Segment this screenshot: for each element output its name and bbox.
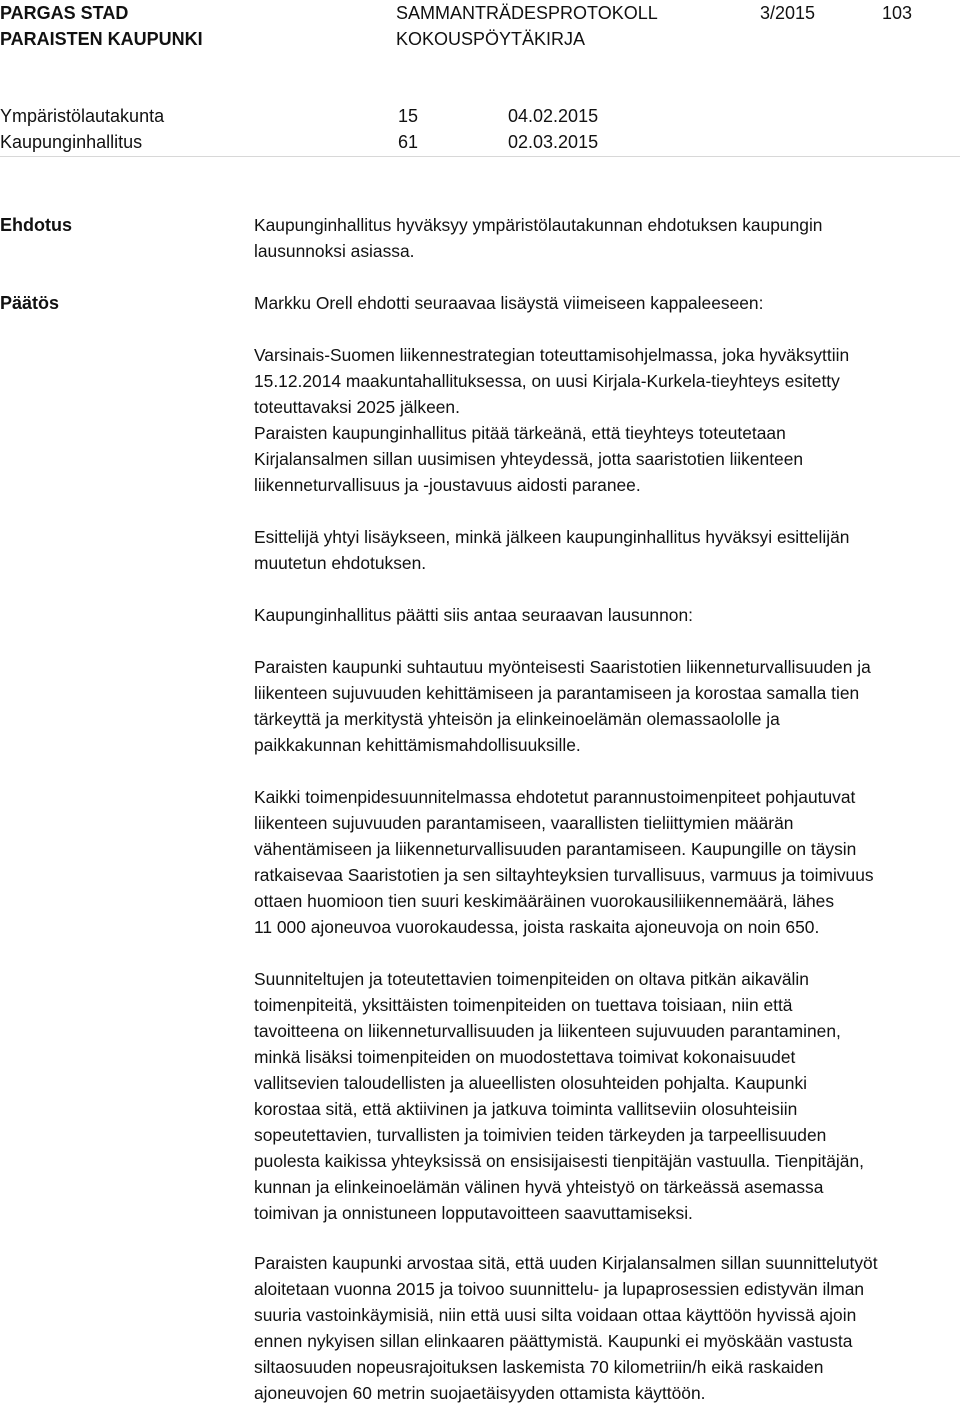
text-line: ratkaisevaa Saaristotien ja sen siltayhteyksien turvallisuus, varmuus ja toimivuus (254, 865, 874, 885)
text-line: toimenpiteitä, yksittäisten toimenpiteiden on tuettava toisiaan, niin että (254, 995, 793, 1015)
text-line: toteuttavaksi 2025 jälkeen. (254, 397, 460, 417)
text-line: Paraisten kaupunki suhtautuu myönteisesti Saaristotien liikenneturvallisuuden ja (254, 657, 871, 677)
page-number: 103 (882, 3, 913, 23)
meta-body-2: Kaupunginhallitus (0, 132, 143, 152)
text-line: Suunniteltujen ja toteutettavien toimenpiteiden on oltava pitkän aikavälin (254, 969, 809, 989)
text-line: ajoneuvojen 60 metrin suojaetäisyyden ottamista käyttöön. (254, 1383, 706, 1403)
protocol-issue: 3/2015 (760, 3, 816, 23)
doc-type-finnish: KOKOUSPÖYTÄKIRJA (396, 29, 586, 49)
paragraph-proposal (254, 212, 960, 264)
label-decision: Päätös (0, 293, 60, 313)
text-line: Kaikki toimenpidesuunnitelmassa ehdotetut parannustoimenpiteet pohjautuvat (254, 787, 856, 807)
text-line: puolesta kaikissa yhteyksissä on ensisijaisesti tienpitäjän vastuulla. Tienpitäjän, (254, 1151, 864, 1171)
text-line: liikenteen sujuvuuden parantamiseen, vaarallisten tieliittymien määrän (254, 813, 794, 833)
text-line: ottaen huomioon tien suuri keskimääräinen vuorokausiliikennemäärä, lähes (254, 891, 835, 911)
text-line: korostaa sitä, että aktiivinen ja jatkuva toiminta vallitseviin olosuhteisiin (254, 1099, 798, 1119)
text-line: minkä lisäksi toimenpiteiden on muodostettava toimivat kokonaisuudet (254, 1047, 796, 1067)
text-line: Markku Orell ehdotti seuraavaa lisäystä viimeiseen kappaleeseen: (254, 293, 764, 313)
org-name-finnish: PARAISTEN KAUPUNKI (0, 29, 203, 49)
meta-body-1: Ympäristölautakunta (0, 106, 165, 126)
text-line: tärkeyttä ja merkitystä yhteisön ja elinkeinoelämän olemassaololle ja (254, 709, 780, 729)
paragraph-statement-3 (254, 966, 960, 1226)
text-line: vallitsevien taloudellisten ja alueellisten olosuhteiden pohjalta. Kaupunki (254, 1073, 808, 1093)
text-line: 15.12.2014 maakuntahallituksessa, on uusi Kirjala-Kurkela-tieyhteys esitetty (254, 371, 840, 391)
header-divider (0, 156, 960, 157)
text-line: Kaupunginhallitus hyväksyy ympäristölautakunnan ehdotuksen kaupungin (254, 215, 823, 235)
meta-date-1: 04.02.2015 (508, 106, 599, 126)
paragraph-statement-4 (254, 1250, 960, 1406)
text-line: Esittelijä yhtyi lisäykseen, minkä jälkeen kaupunginhallitus hyväksyi esittelijän (254, 527, 850, 547)
text-line: tavoitteena on liikenneturvallisuuden ja liikenteen sujuvuuden parantaminen, (254, 1021, 841, 1041)
paragraph-orell-proposal (254, 290, 960, 316)
paragraph-statement-1 (254, 654, 960, 758)
meta-section-2: 61 (398, 132, 419, 152)
text-line: Paraisten kaupunki arvostaa sitä, että uuden Kirjalansalmen sillan suunnittelutyöt (254, 1253, 878, 1273)
text-line: liikenteen sujuvuuden kehittämiseen ja parantamiseen ja korostaa samalla tien (254, 683, 860, 703)
text-line: siltaosuuden nopeusrajoituksen laskemista 70 kilometriin/h eikä raskaiden (254, 1357, 824, 1377)
text-line: 11 000 ajoneuvoa vuorokaudessa, joista raskaita ajoneuvoja on noin 650. (254, 917, 820, 937)
text-line: lausunnoksi asiassa. (254, 241, 415, 261)
doc-type-swedish: SAMMANTRÄDESPROTOKOLL (396, 3, 658, 23)
label-proposal: Ehdotus (0, 215, 72, 235)
paragraph-rapporteur (254, 524, 960, 576)
paragraph-statement-intro (254, 602, 960, 628)
org-name-swedish: PARGAS STAD (0, 3, 129, 23)
text-line: Kaupunginhallitus päätti siis antaa seuraavan lausunnon: (254, 605, 693, 625)
text-line: Varsinais-Suomen liikennestrategian toteuttamisohjelmassa, joka hyväksyttiin (254, 345, 850, 365)
text-line: suuria vastoinkäymisiä, niin että uusi silta voidaan ottaa käyttöön hyvissä ajoin (254, 1305, 857, 1325)
text-line: sopeutettavien, turvallisten ja toimivien teiden tärkeyden ja tarpeellisuuden (254, 1125, 827, 1145)
text-line: liikenneturvallisuus ja -joustavuus aidosti paranee. (254, 475, 641, 495)
text-line: toimivan ja onnistuneen lopputavoitteen saavuttamiseksi. (254, 1203, 693, 1223)
text-line: aloitetaan vuonna 2015 ja toivoo suunnittelu- ja lupaprosessien edistyvän ilman (254, 1279, 865, 1299)
text-line: Paraisten kaupunginhallitus pitää tärkeänä, että tieyhteys toteutetaan (254, 423, 786, 443)
text-line: muutetun ehdotuksen. (254, 553, 427, 573)
text-line: Kirjalansalmen sillan uusimisen yhteydessä, jotta saaristotien liikenteen (254, 449, 804, 469)
text-line: vähentämiseen ja liikenneturvallisuuden parantamiseen. Kaupungille on täysin (254, 839, 857, 859)
text-line: ennen nykyisen sillan elinkaaren päättymistä. Kaupunki ei myöskään vastusta (254, 1331, 853, 1351)
text-line: paikkakunnan kehittämismahdollisuuksille. (254, 735, 581, 755)
paragraph-addition (254, 342, 960, 498)
meta-section-1: 15 (398, 106, 419, 126)
text-line: kunnan ja elinkeinoelämän välinen hyvä yhteistyö on tärkeässä asemassa (254, 1177, 824, 1197)
paragraph-statement-2 (254, 784, 960, 940)
meta-date-2: 02.03.2015 (508, 132, 599, 152)
